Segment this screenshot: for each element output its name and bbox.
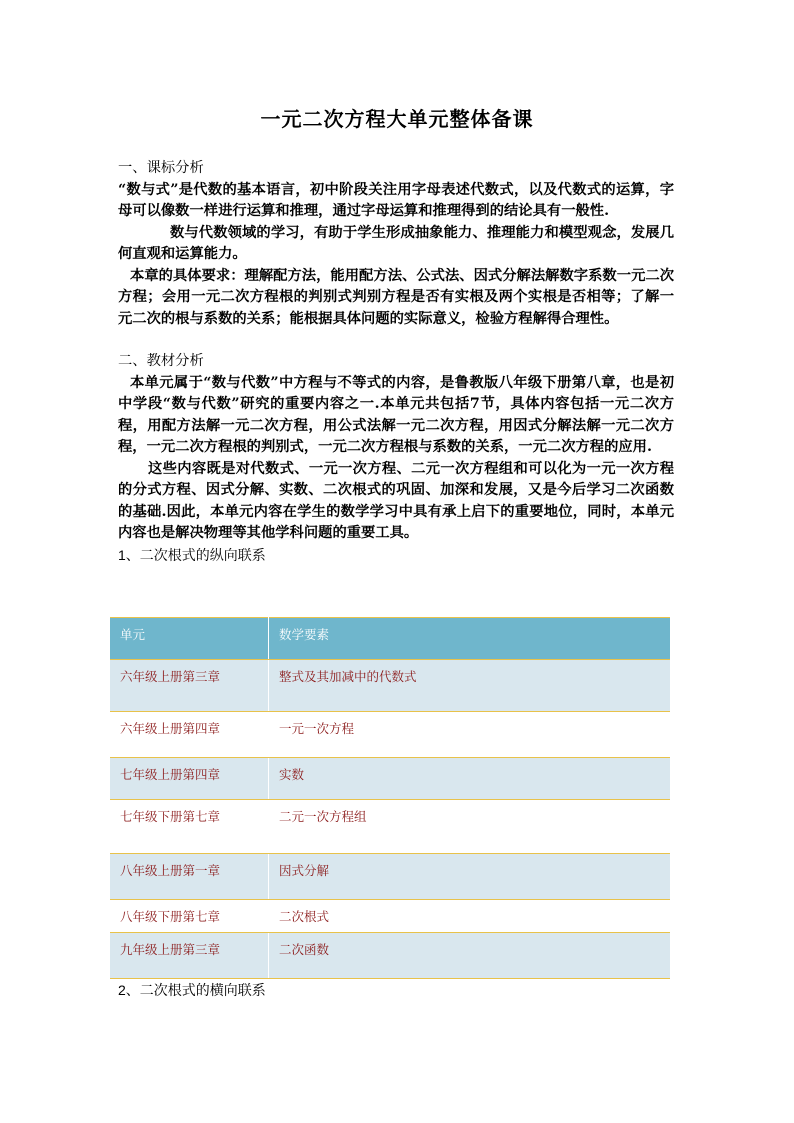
section-1-paragraph-2: 数与代数领域的学习，有助于学生形成抽象能力、推理能力和模型观念，发展几何直观和运算能力。	[118, 224, 674, 262]
document-body	[118, 158, 674, 565]
subsection-1-heading: 1、二次根式的纵向联系	[118, 546, 266, 563]
table-cell: 整式及其加减中的代数式	[269, 660, 671, 712]
table-cell: 实数	[269, 758, 671, 800]
section-1-heading: 一、课标分析	[118, 160, 204, 176]
table-row	[110, 933, 670, 979]
table-cell: 七年级上册第四章	[110, 758, 269, 800]
section-2-paragraph-2: 这些内容既是对代数式、一元一次方程、二元一次方程组和可以化为一元一次方程的分式方程、因式分解、实数、二次根式的巩固、加深和发展，又是今后学习二次函数的基础.因此，本单元内容在学生的数学学习中具有承上启下的重要地位，同时，本单元内容也是解决物理等其他学科问题的重要工具。	[118, 460, 674, 541]
table-header-row	[110, 618, 670, 660]
units-table	[110, 617, 670, 979]
section-1-paragraph-1: “数与式”是代数的基本语言，初中阶段关注用字母表述代数式，以及代数式的运算，字母可以像数一样进行运算和推理，通过字母运算和推理得到的结论具有一般性.	[118, 181, 674, 219]
table-cell: 六年级上册第四章	[110, 712, 269, 758]
subsection-2-heading: 2、二次根式的横向联系	[118, 982, 266, 998]
table-row	[110, 900, 670, 933]
table-cell: 八年级下册第七章	[110, 900, 269, 933]
table-cell: 六年级上册第三章	[110, 660, 269, 712]
table-cell: 八年级上册第一章	[110, 854, 269, 900]
table-cell: 二次根式	[269, 900, 671, 933]
table-row	[110, 854, 670, 900]
section-1-paragraph-3: 本章的具体要求：理解配方法，能用配方法、公式法、因式分解法解数字系数一元二次方程；会用一元二次方程根的判别式判别方程是否有实根及两个实根是否相等；了解一元二次的根与系数的关系；能根据具体问题的实际意义，检验方程解得合理性。	[118, 267, 674, 327]
header-cell-elements: 数学要素	[269, 618, 671, 660]
page-title: 一元二次方程大单元整体备课	[260, 107, 534, 131]
table-row	[110, 800, 670, 854]
table-cell: 九年级上册第三章	[110, 933, 269, 979]
table-cell: 二次函数	[269, 933, 671, 979]
section-2-paragraph-1: 本单元属于“数与代数”中方程与不等式的内容，是鲁教版八年级下册第八章，也是初中学段“数与代数”研究的重要内容之一.本单元共包括7节，具体内容包括一元二次方程，用配方法解一元二次方程，用公式法解一元二次方程，用因式分解法解一元二次方程，一元二次方程根的判别式，一元二次方程根与系数的关系，一元二次方程的应用.	[118, 374, 674, 455]
table-row	[110, 758, 670, 800]
table-cell: 二元一次方程组	[269, 800, 671, 854]
table-cell: 七年级下册第七章	[110, 800, 269, 854]
table-cell: 一元一次方程	[269, 712, 671, 758]
table-cell: 因式分解	[269, 854, 671, 900]
table-row	[110, 712, 670, 758]
table-row	[110, 660, 670, 712]
section-2-heading: 二、教材分析	[118, 353, 204, 369]
header-cell-unit: 单元	[110, 618, 269, 660]
